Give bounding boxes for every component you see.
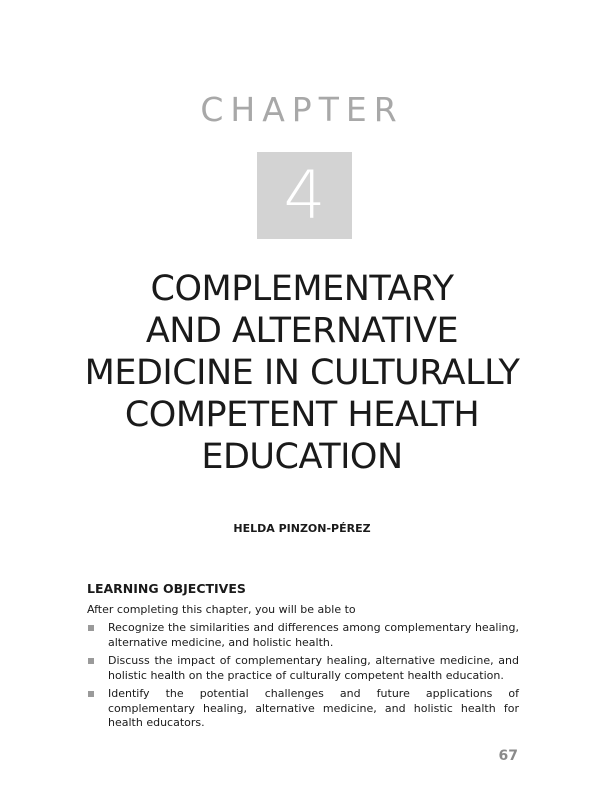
title-line: MEDICINE IN CULTURALLY: [84, 353, 520, 393]
learning-objectives-heading: LEARNING OBJECTIVES: [87, 581, 246, 596]
square-bullet-icon: [88, 658, 94, 664]
chapter-title: [60, 268, 544, 478]
chapter-label: CHAPTER: [200, 90, 404, 129]
title-line: COMPETENT HEALTH: [124, 395, 480, 435]
objective-item: [87, 654, 519, 683]
objective-text: Discuss the impact of complementary healing, alternative medicine, and holistic health on the practice of culturally competent health education.: [108, 654, 519, 682]
learning-objectives-intro: After completing this chapter, you will be able to: [87, 603, 356, 616]
learning-objectives-list: [87, 621, 519, 731]
title-line: COMPLEMENTARY: [150, 269, 454, 309]
title-line: AND ALTERNATIVE: [145, 311, 459, 351]
chapter-number-box: [257, 152, 352, 239]
square-bullet-icon: [88, 625, 94, 631]
objective-item: [87, 621, 519, 650]
objective-item: [87, 687, 519, 731]
chapter-number: 4: [283, 156, 326, 234]
title-line: EDUCATION: [201, 437, 403, 477]
learning-objectives-section: [87, 581, 519, 735]
page-number: 67: [498, 748, 518, 764]
objective-text: Recognize the similarities and differences among complementary healing, alternative medicine, and holistic health.: [108, 621, 519, 649]
author-name: HELDA PINZON-PÉREZ: [233, 522, 371, 535]
objective-text: Identify the potential challenges and future applications of complementary healing, alternative medicine, and holistic health for health educators.: [108, 687, 519, 729]
square-bullet-icon: [88, 691, 94, 697]
